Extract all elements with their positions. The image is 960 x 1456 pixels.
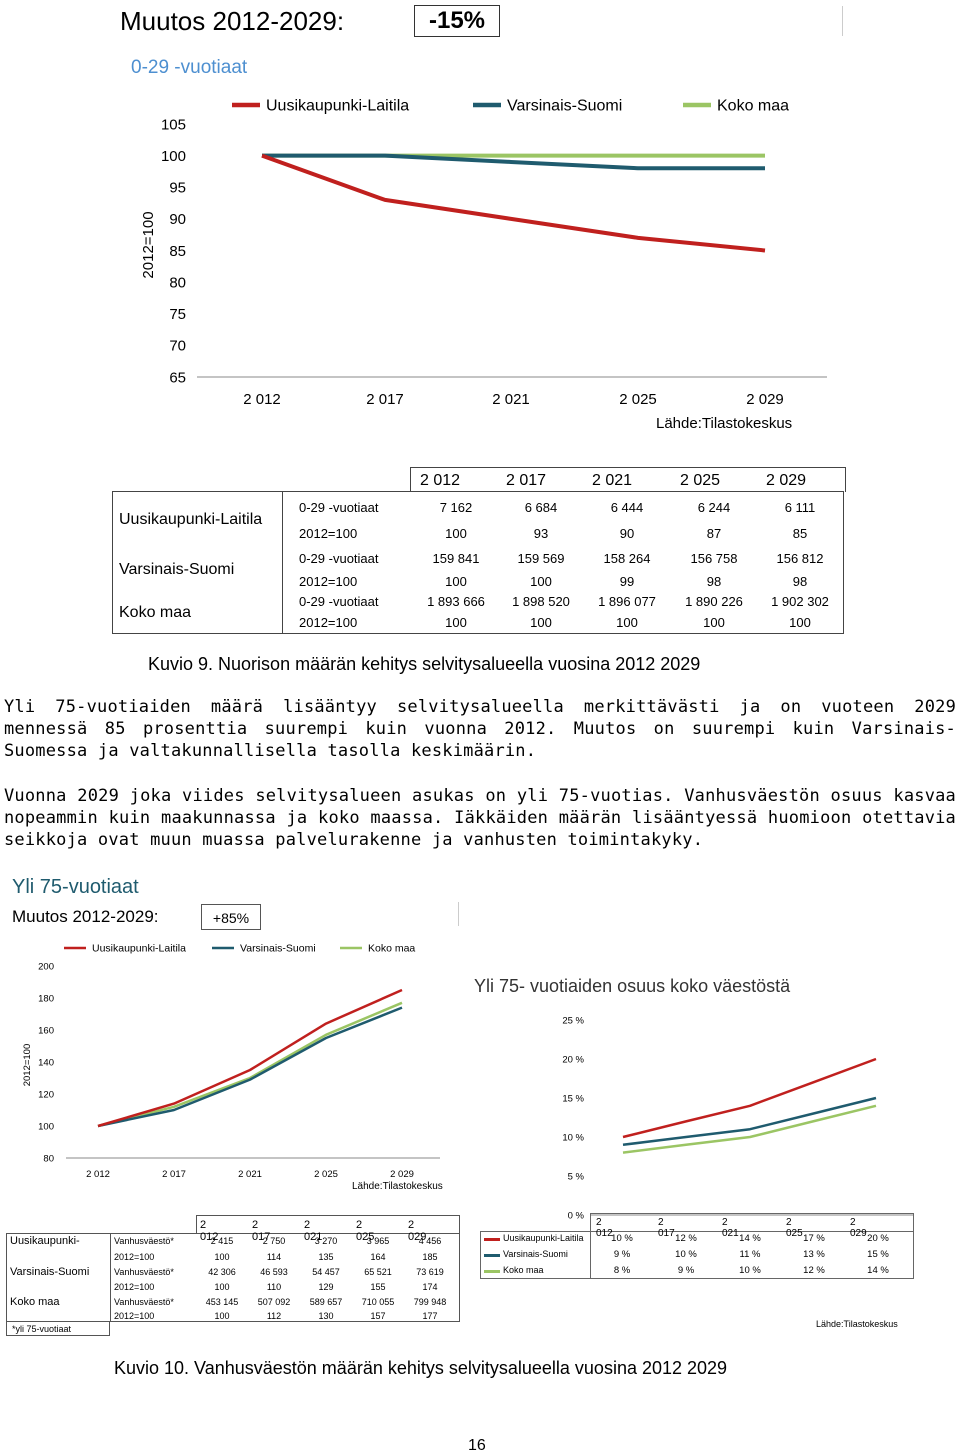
table-cell: 98 — [706, 574, 722, 589]
y-tick-label: 95 — [169, 179, 186, 197]
table-cell: 1 902 302 — [771, 594, 829, 609]
table-cell: 13 % — [803, 1249, 825, 1260]
year-header: 2 021 — [304, 1219, 323, 1243]
table-row-metric: 2012=100 — [299, 615, 358, 630]
legend-label: Koko maa — [717, 97, 790, 115]
y-tick-label: 120 — [38, 1089, 54, 1101]
fig3-title: Yli 75- vuotiaiden osuus koko väestöstä — [474, 976, 791, 996]
year-header: 2 025 — [356, 1219, 375, 1243]
fig1-change-badge: -15% — [414, 5, 500, 37]
table-region-label: Varsinais-Suomi — [10, 1266, 90, 1278]
paragraph-1: Yli 75-vuotiaiden määrä lisääntyy selvitysalueella merkittävästi ja on vuoteen 2029 mennessä 85 prosenttia suurempi kuin vuonna 2012. Muutos on suurempi kuin Varsinais-Suomessa ja valtakunnallisella tasolla keskimäärin. — [4, 697, 956, 761]
y-tick-label: 90 — [169, 211, 186, 229]
table-region-label: Koko maa — [10, 1296, 60, 1308]
year-header: 2 017 — [506, 472, 547, 489]
year-header: 2 029 — [766, 472, 807, 489]
table-cell: 1 898 520 — [512, 594, 570, 609]
y-tick-label: 140 — [38, 1057, 54, 1069]
table-row-metric: 2012=100 — [114, 1311, 155, 1321]
x-tick-label: 2 017 — [366, 391, 404, 408]
table-region-label: Koko maa — [119, 604, 192, 621]
table-cell: 185 — [422, 1252, 438, 1262]
x-tick-label: 2 029 — [746, 391, 784, 408]
table-cell: 100 — [530, 615, 552, 630]
table-cell: 177 — [422, 1311, 438, 1321]
x-tick-label: 2 012 — [243, 391, 281, 408]
table-cell: 2 750 — [262, 1236, 286, 1246]
table-row-metric: 0-29 -vuotiaat — [299, 594, 379, 609]
table-cell: 10 % — [675, 1249, 697, 1260]
y-tick-label: 15 % — [562, 1093, 584, 1105]
table-cell: 14 % — [867, 1265, 889, 1276]
table-cell: 114 — [266, 1252, 282, 1262]
table-cell: 6 684 — [524, 500, 558, 515]
x-tick-label: 2 025 — [619, 391, 657, 408]
table-cell: 6 111 — [784, 500, 816, 515]
x-tick-label: 2 021 — [238, 1169, 262, 1180]
table-cell: 100 — [445, 526, 467, 541]
year-header: 2 012 — [596, 1217, 613, 1239]
table-cell: 9 % — [677, 1265, 695, 1276]
table-cell: 158 264 — [603, 551, 651, 566]
year-header: 2 012 — [200, 1219, 219, 1243]
fig1-caption: Kuvio 9. Nuorison määrän kehitys selvitysalueella vuosina 2012 2029 — [148, 654, 701, 674]
fig2-source: Lähde:Tilastokeskus — [352, 1181, 443, 1192]
legend-swatch — [484, 1238, 500, 1241]
table-cell: 130 — [318, 1311, 334, 1321]
table-row-metric: 0-29 -vuotiaat — [299, 551, 379, 566]
table-cell: 4 456 — [418, 1236, 442, 1246]
x-tick-label: 2 025 — [314, 1169, 338, 1180]
year-header: 2 017 — [252, 1219, 271, 1243]
table-cell: 85 — [792, 526, 808, 541]
fig1-subtitle: 0-29 -vuotiaat — [131, 57, 248, 78]
table-cell: 129 — [318, 1282, 334, 1292]
table-cell: 9 % — [613, 1249, 631, 1260]
table-cell: 112 — [266, 1311, 282, 1321]
y-tick-label: 105 — [160, 116, 186, 134]
table-cell: 710 055 — [361, 1297, 395, 1307]
table-cell: 46 593 — [260, 1267, 288, 1277]
table-cell: 100 — [445, 574, 467, 589]
table-region-label: Uusikaupunki- — [10, 1235, 80, 1247]
year-header: 2 025 — [680, 472, 721, 489]
table-cell: 100 — [789, 615, 811, 630]
table-cell: 8 % — [613, 1265, 631, 1276]
paragraph-2: Vuonna 2029 joka viides selvitysalueen asukas on yli 75-vuotias. Vanhusväestön osuus kasvaa nopeammin kuin maakunnassa ja koko maassa. Iäkkäiden määrän lisääntyessä huomioon otettavia seikkoja ovat muun muassa palvelurakenne ja vanhusten toimintakyky. — [4, 786, 956, 850]
table-cell: 87 — [706, 526, 722, 541]
table-cell: 799 948 — [413, 1297, 447, 1307]
table-cell: 3 965 — [366, 1236, 390, 1246]
table-cell: 1 890 226 — [685, 594, 743, 609]
legend-label: Varsinais-Suomi — [507, 97, 623, 115]
year-header: 2 012 — [420, 472, 461, 489]
legend-label: Varsinais-Suomi — [240, 942, 316, 955]
table-cell: 100 — [530, 574, 552, 589]
year-header: 2 025 — [786, 1217, 803, 1239]
table-cell: 156 812 — [776, 551, 824, 566]
fig3-source: Lähde:Tilastokeskus — [816, 1319, 898, 1329]
year-header: 2 029 — [850, 1217, 867, 1239]
table-cell: 99 — [619, 574, 635, 589]
table-row-metric: 2012=100 — [114, 1282, 155, 1292]
fig2-caption: Kuvio 10. Vanhusväestön määrän kehitys selvitysalueella vuosina 2012 2029 — [114, 1358, 728, 1378]
table-cell: 12 % — [803, 1265, 825, 1276]
table-cell: 17 % — [803, 1233, 825, 1244]
series-line-uusikaupunki-laitila — [623, 1059, 876, 1137]
y-tick-label: 0 % — [567, 1210, 584, 1222]
legend-swatch — [484, 1254, 500, 1257]
table-region-label: Uusikaupunki-Laitila — [503, 1233, 584, 1243]
table-region-label: Varsinais-Suomi — [119, 561, 235, 578]
table-row-metric: 2012=100 — [114, 1252, 155, 1262]
y-tick-label: 65 — [169, 369, 186, 387]
table-cell: 100 — [616, 615, 638, 630]
table-cell: 589 657 — [309, 1297, 343, 1307]
table-cell: 11 % — [739, 1249, 761, 1260]
legend-label: Uusikaupunki-Laitila — [92, 942, 186, 955]
table-cell: 1 896 077 — [598, 594, 656, 609]
table-cell: 15 % — [867, 1249, 889, 1260]
table-cell: 100 — [214, 1282, 230, 1292]
table-cell: 164 — [370, 1252, 386, 1262]
table-cell: 157 — [370, 1311, 386, 1321]
y-tick-label: 70 — [169, 337, 186, 355]
table-cell: 2 415 — [210, 1236, 234, 1246]
x-tick-label: 2 017 — [162, 1169, 186, 1180]
table-cell: 90 — [619, 526, 635, 541]
table-cell: 100 — [214, 1311, 230, 1321]
year-header: 2 021 — [722, 1217, 739, 1239]
y-tick-label: 10 % — [562, 1132, 584, 1144]
y-tick-label: 80 — [169, 274, 186, 292]
table-cell: 135 — [318, 1252, 334, 1262]
year-header: 2 029 — [408, 1219, 427, 1243]
y-tick-label: 5 % — [567, 1171, 584, 1183]
table-cell: 20 % — [867, 1233, 889, 1244]
table-row-metric: 0-29 -vuotiaat — [299, 500, 379, 515]
fig2-heading: Muutos 2012-2029: — [12, 907, 159, 926]
table-row-metric: Vanhusväestö* — [114, 1236, 174, 1246]
y-axis-label: 2012=100 — [140, 211, 157, 279]
table-cell: 3 270 — [314, 1236, 338, 1246]
table-cell: 159 569 — [517, 551, 565, 566]
fig2-change-badge: +85% — [201, 904, 261, 930]
table-cell: 10 % — [739, 1265, 761, 1276]
table-row-metric: Vanhusväestö* — [114, 1267, 174, 1277]
table-row-metric: 2012=100 — [299, 526, 358, 541]
table-cell: 507 092 — [257, 1297, 291, 1307]
fig1-heading: Muutos 2012-2029: — [120, 6, 345, 36]
y-axis-label: 2012=100 — [22, 1043, 33, 1087]
table-cell: 12 % — [675, 1233, 697, 1244]
fig2-footnote: *yli 75-vuotiaat — [12, 1324, 72, 1334]
table-row-metric: Vanhusväestö* — [114, 1297, 174, 1307]
table-cell: 110 — [266, 1282, 282, 1292]
x-tick-label: 2 012 — [86, 1169, 110, 1180]
table-cell: 453 145 — [205, 1297, 239, 1307]
table-region-label: Varsinais-Suomi — [503, 1249, 568, 1259]
table-cell: 156 758 — [690, 551, 738, 566]
fig1-source: Lähde:Tilastokeskus — [656, 415, 793, 432]
legend-label: Koko maa — [368, 942, 416, 955]
table-region-label: Koko maa — [503, 1265, 544, 1275]
x-tick-label: 2 021 — [492, 391, 530, 408]
table-cell: 93 — [533, 526, 549, 541]
table-cell: 10 % — [611, 1233, 633, 1244]
y-tick-label: 100 — [160, 147, 186, 165]
legend-label: Uusikaupunki-Laitila — [266, 97, 410, 115]
table-cell: 6 444 — [610, 500, 644, 515]
table-cell: 73 619 — [416, 1267, 444, 1277]
y-tick-label: 75 — [169, 306, 186, 323]
x-tick-label: 2 029 — [390, 1169, 414, 1180]
table-cell: 100 — [445, 615, 467, 630]
table-cell: 174 — [422, 1282, 438, 1292]
table-cell: 100 — [214, 1252, 230, 1262]
table-cell: 65 521 — [364, 1267, 392, 1277]
table-cell: 54 457 — [312, 1267, 340, 1277]
table-cell: 98 — [792, 574, 808, 589]
table-region-label: Uusikaupunki-Laitila — [119, 511, 263, 528]
y-tick-label: 180 — [38, 993, 54, 1005]
table-cell: 42 306 — [208, 1267, 236, 1277]
y-tick-label: 160 — [38, 1025, 54, 1037]
y-tick-label: 200 — [38, 961, 54, 973]
table-cell: 1 893 666 — [427, 594, 485, 609]
fig2-subtitle: Yli 75-vuotiaat — [12, 876, 139, 898]
table-cell: 14 % — [739, 1233, 761, 1244]
table-cell: 159 841 — [432, 551, 480, 566]
year-header: 2 021 — [592, 472, 633, 489]
year-header: 2 017 — [658, 1217, 675, 1239]
y-tick-label: 100 — [38, 1121, 54, 1133]
y-tick-label: 20 % — [562, 1054, 584, 1066]
page-number: 16 — [468, 1437, 486, 1454]
table-cell: 6 244 — [697, 500, 731, 515]
y-tick-label: 80 — [43, 1153, 54, 1165]
y-tick-label: 85 — [169, 242, 186, 260]
legend-swatch — [484, 1270, 500, 1273]
table-cell: 100 — [703, 615, 725, 630]
table-cell: 7 162 — [439, 500, 473, 515]
y-tick-label: 25 % — [562, 1015, 584, 1027]
table-cell: 155 — [370, 1282, 386, 1292]
table-row-metric: 2012=100 — [299, 574, 358, 589]
